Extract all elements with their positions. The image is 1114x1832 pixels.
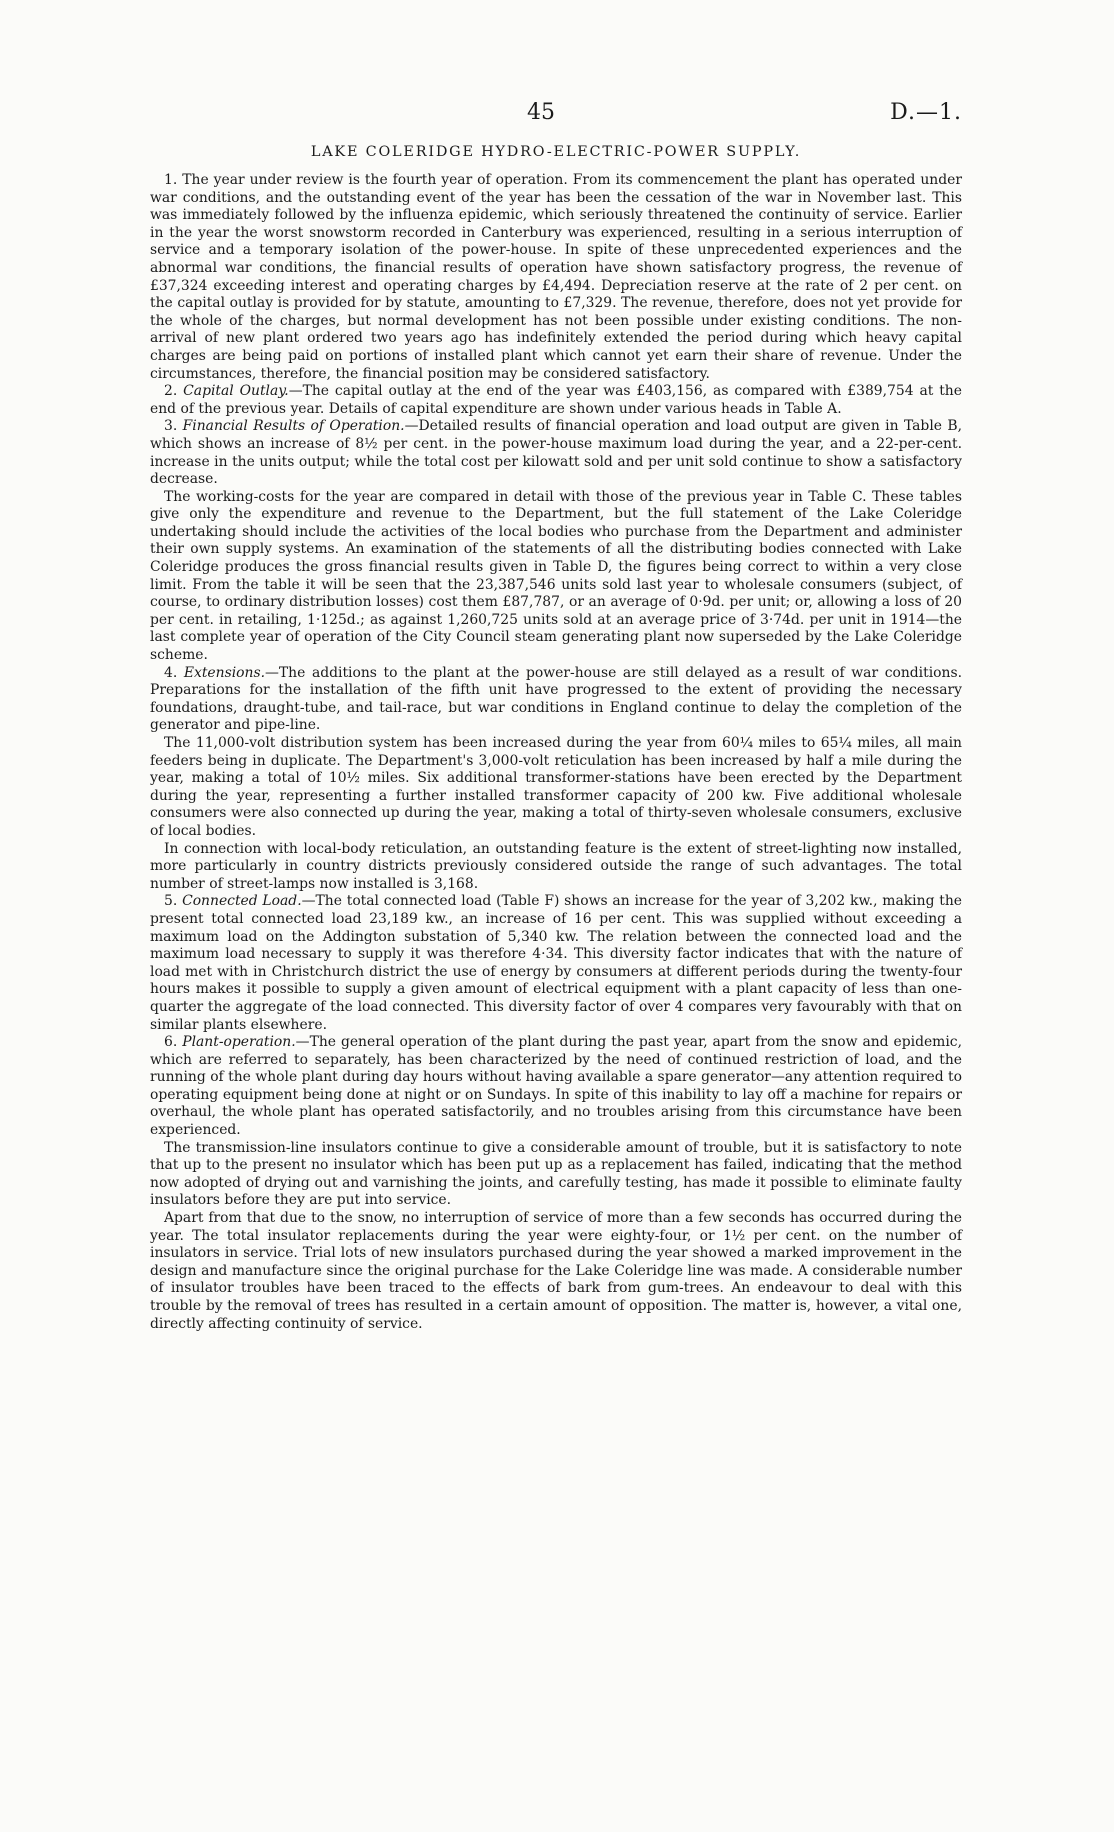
paragraph-heading: Capital Outlay. (183, 383, 289, 400)
paragraph (150, 841, 962, 894)
paragraph-heading: Plant-operation. (182, 1034, 296, 1051)
paragraph-text: The transmission-line insulators continue to give a considerable amount of trouble, but it is satisfactory to note that up to the present no insulator which has been put up as a replacement has failed, indicating that the method now adopted of drying out and varnishing the joints, and carefully testing, has made it possible to eliminate faulty insulators before they are put into service. (150, 1139, 962, 1209)
section-title: LAKE COLERIDGE HYDRO-ELECTRIC-POWER SUPPLY. (310, 144, 802, 160)
paragraph (150, 1210, 962, 1333)
document-page (150, 100, 962, 1333)
paragraph-text: —The capital outlay at the end of the year was £403,156, as compared with £389,754 at the end of the previous year. Details of capital expenditure are shown under various heads in Table A. (150, 383, 962, 417)
paragraph (150, 665, 962, 735)
paragraph (150, 418, 962, 488)
paragraph-text: —Detailed results of financial operation and load output are given in Table B, which shows an increase of 8½ per cent. in the power-house maximum load during the year, and a 22-per-cent. increase in the units output; while the total cost per kilowatt sold and per unit sold continue to show a satisfactory decrease. (150, 418, 962, 488)
page-header (150, 100, 962, 134)
paragraph-text: —The general operation of the plant during the past year, apart from the snow and epidemic, which are referred to separately, has been characterized by the need of continued restriction of load, and the running of the whole plant during day hours without having available a spare generator—any attention required to operating equipment being done at night or on Sundays. In spite of this inability to lay off a machine for repairs or overhaul, the whole plant has operated satisfactorily, and no troubles arising from this circumstance have been experienced. (150, 1034, 962, 1139)
paragraph (150, 172, 962, 383)
paragraph-number: 3. (164, 418, 178, 435)
paragraph-number: 5. (164, 893, 178, 910)
paragraph (150, 489, 962, 665)
page-number: 45 (527, 100, 555, 125)
body-text (150, 172, 962, 1333)
paragraph-text: The year under review is the fourth year of operation. From its commencement the plant has operated under war conditions, and the outstanding event of the year has been the cessation of the war in November last. This was immediately followed by the influenza epidemic, which seriously threatened the continuity of service. Earlier in the year the worst snowstorm recorded in Canterbury was experienced, resulting in a serious interruption of service and a temporary isolation of the power-house. In spite of these unprecedented experiences and the abnormal war conditions, the financial results of operation have shown satisfactory progress, the revenue of £37,324 exceeding interest and operating charges by £4,494. Depreciation reserve at the rate of 2 per cent. on the capital outlay is provided for by statute, amounting to £7,329. The revenue, therefore, does not yet provide for the whole of the charges, but normal development has not been possible under existing conditions. The non-arrival of new plant ordered two years ago has indefinitely extended the period during which heavy capital charges are being paid on portions of installed plant which cannot yet earn their share of revenue. Under the circumstances, therefore, the financial position may be considered satisfactory. (150, 172, 962, 382)
paragraph-text: —The additions to the plant at the power-house are still delayed as a result of war conditions. Preparations for the installation of the fifth unit have progressed to the extent of providing the necessary foundations, draught-tube, and tail-race, but war conditions in England continue to delay the completion of the generator and pipe-line. (150, 664, 962, 734)
paragraph-number: 6. (164, 1034, 178, 1051)
paragraph (150, 1034, 962, 1140)
paragraph-number: 2. (164, 383, 178, 400)
paragraph-heading: Extensions. (183, 664, 266, 681)
paragraph-number: 1. (164, 172, 178, 188)
paragraph-text: —The total connected load (Table F) shows an increase for the year of 3,202 kw., making the present total connected load 23,189 kw., an increase of 16 per cent. This was supplied without exceeding a maximum load on the Addington substation of 5,340 kw. The relation between the connected load and the maximum load necessary to supply it was therefore 4·34. This diversity factor indicates that with the nature of load met with in Christchurch district the use of energy by consumers at different periods during the twenty-four hours makes it possible to supply a given amount of electrical equipment with a plant capacity of less than one-quarter the aggregate of the load connected. This diversity factor of over 4 compares very favourably with that on similar plants elsewhere. (150, 893, 963, 1033)
paragraph-text: In connection with local-body reticulation, an outstanding feature is the extent of street-lighting now installed, more particularly in country districts previously considered outside the range of such advantages. The total number of street-lamps now installed is 3,168. (150, 840, 962, 892)
paragraph (150, 383, 962, 418)
paragraph (150, 1140, 962, 1210)
paragraph-text: The working-costs for the year are compared in detail with those of the previous year in Table C. These tables give only the expenditure and revenue to the Department, but the full statement of the Lake Coleridge undertaking should include the activities of the local bodies who purchase from the Department and administer their own supply systems. An examination of the statements of all the distributing bodies connected with Lake Coleridge produces the gross financial results given in Table D, the figures being correct to within a very close limit. From the table it will be seen that the 23,387,546 units sold last year to wholesale consumers (subject, of course, to ordinary distribution losses) cost them £87,787, or an average of 0·9d. per unit; or, allowing a loss of 20 per cent. in retailing, 1·125d.; as against 1,260,725 units sold at an average price of 3·74d. per unit in 1914—the last complete year of operation of the City Council steam generating plant now superseded by the Lake Coleridge scheme. (150, 488, 962, 664)
paragraph-heading: Financial Results of Operation. (182, 418, 405, 435)
paragraph-text: Apart from that due to the snow, no interruption of service of more than a few seconds has occurred during the year. The total insulator replacements during the year were eighty-four, or 1½ per cent. on the number of insulators in service. Trial lots of new insulators purchased during the year showed a marked improvement in the design and manufacture since the original purchase for the Lake Coleridge line was made. A considerable number of insulator troubles have been traced to the effects of bark from gum-trees. An endeavour to deal with this trouble by the removal of trees has resulted in a certain amount of opposition. The matter is, however, a vital one, directly affecting continuity of service. (150, 1210, 962, 1332)
paragraph-text: The 11,000-volt distribution system has been increased during the year from 60¼ miles to 65¼ miles, all main feeders being in duplicate. The Department's 3,000-volt reticulation has been increased by half a mile during the year, making a total of 10½ miles. Six additional transformer-stations have been erected by the Department during the year, representing a further installed transformer capacity of 200 kw. Five additional wholesale consumers were also connected up during the year, making a total of thirty-seven wholesale consumers, exclusive of local bodies. (150, 735, 962, 839)
paragraph (150, 735, 962, 841)
paragraph-number: 4. (164, 664, 178, 681)
document-reference: D.—1. (890, 100, 962, 125)
paragraph (150, 893, 962, 1034)
paragraph-heading: Connected Load. (182, 893, 302, 910)
